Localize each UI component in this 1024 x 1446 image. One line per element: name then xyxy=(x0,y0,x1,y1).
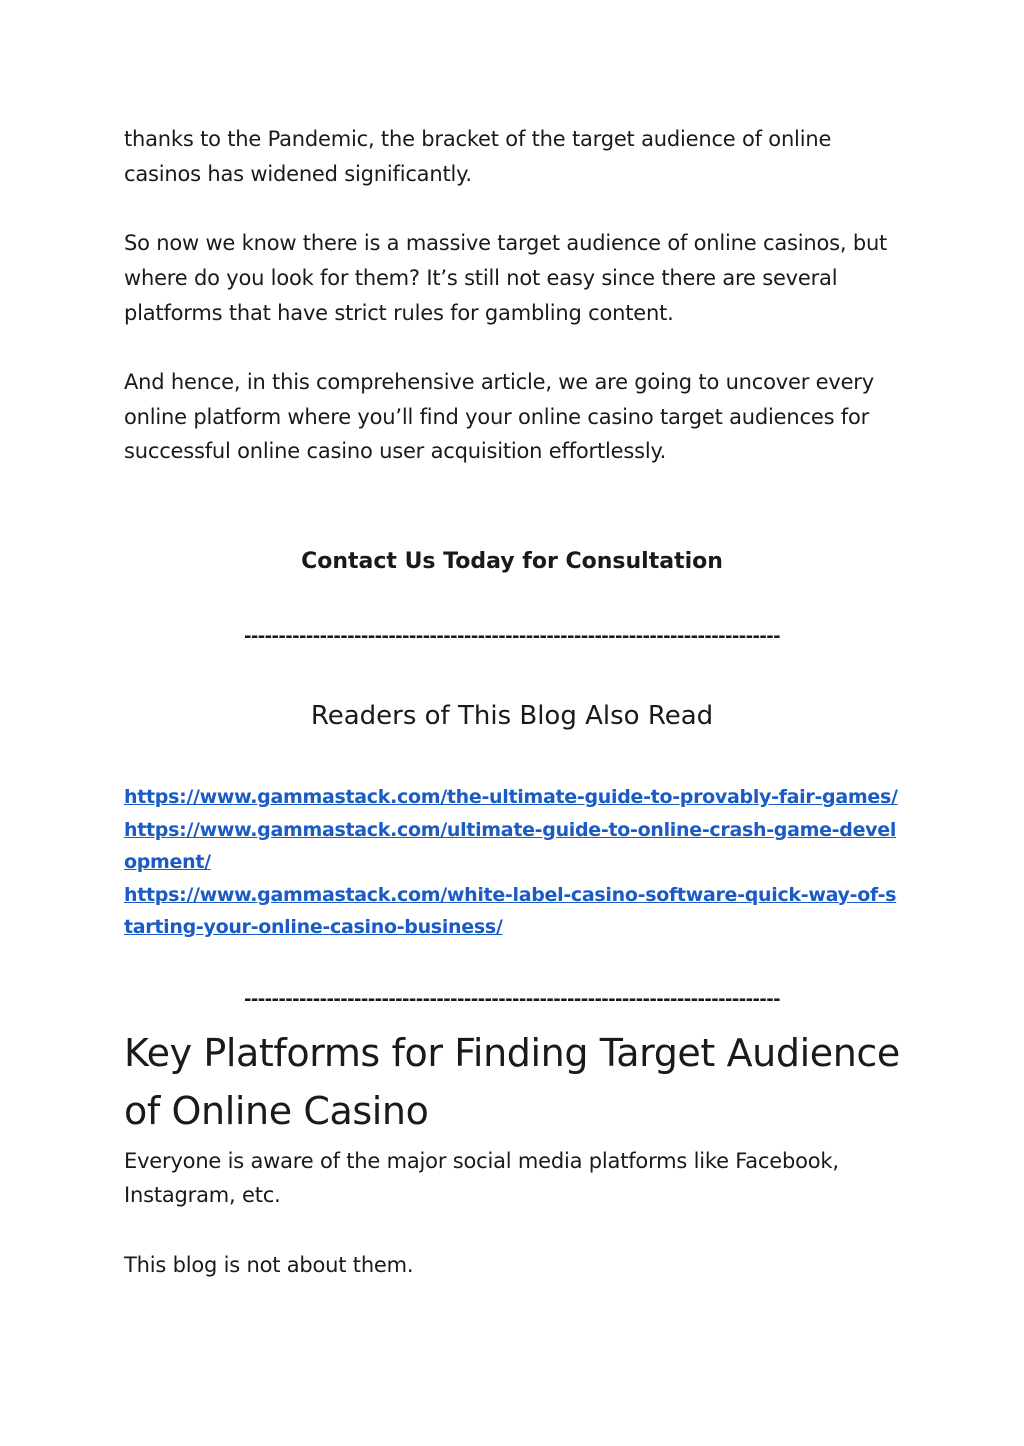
section-paragraph-1: Everyone is aware of the major social media platforms like Facebook, Instagram, etc. xyxy=(124,1148,839,1208)
also-read-link-provably-fair[interactable]: https://www.gammastack.com/the-ultimate-guide-to-provably-fair-games/ xyxy=(124,786,898,808)
document-page xyxy=(124,122,900,1282)
intro-paragraph-2: So now we know there is a massive target audience of online casinos, but where do you look for them? It’s still not easy since there are several platforms that have strict rules for gambling content. xyxy=(124,231,888,325)
also-read-link-white-label[interactable]: https://www.gammastack.com/white-label-casino-software-quick-way-of-starting-your-online-casino-business/ xyxy=(124,883,897,938)
also-read-title: Readers of This Blog Also Read xyxy=(310,701,714,731)
intro-paragraph-1: thanks to the Pandemic, the bracket of the target audience of online casinos has widened significantly. xyxy=(124,127,832,186)
also-read-link-crash-game[interactable]: https://www.gammastack.com/ultimate-guide-to-online-crash-game-development/ xyxy=(124,818,897,873)
intro-paragraph-3: And hence, in this comprehensive article, we are going to uncover every online platform where you’ll find your online casino target audiences for successful online casino user acquisition effortlessly. xyxy=(124,369,874,464)
section-paragraph-2: This blog is not about them. xyxy=(124,1252,414,1277)
also-read-links xyxy=(124,781,900,944)
divider-top: ------------------------------------------------------------------------------ xyxy=(244,627,780,647)
contact-cta: Contact Us Today for Consultation xyxy=(301,549,723,574)
divider-bottom: ------------------------------------------------------------------------------ xyxy=(244,989,780,1010)
section-heading: Key Platforms for Finding Target Audience of Online Casino xyxy=(124,1030,900,1133)
